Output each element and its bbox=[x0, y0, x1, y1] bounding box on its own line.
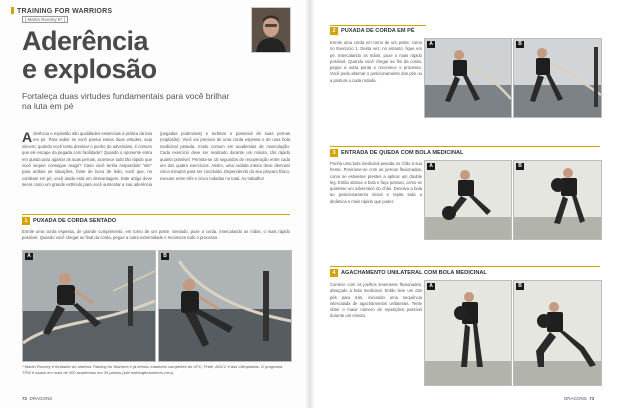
rope-pull-standing-lean-figure-icon bbox=[514, 39, 601, 117]
photo-tag-b: B bbox=[161, 253, 169, 260]
intro-body: derência e explosão são qualidades essenciais à prática da luta em pé. Para saber se você possui essas duas virtudes, seja sincero: quando você tenta dominar o punho do adversário, é comum que ele escape da pegada com facilidade? Quando o oponente entra em queda para agarrar as suas pernas, acontece tudo tão rápido que você sequer consegue reagir? Caso você tenha respondido "sim" para ambas as situações, fonte de boca de leão, você que, no combate em pé, você ainda está em desvantagem. Este artigo deve servir como um grande estímulo para você aumentar a sua aderência (pegadas poderosas) e turbinar o potencial de suas pernas (explosão). Você vai precisar de uma corda espessa e de uma bola medicinal pesada, muito comum em academias de musculação. Cada exercício deve ser realizado durante um minuto, tão rápido quanto possível. Permita-se 15 segundos de recuperação entre cada um dos quatro exercícios. Assim, uma rodada inteira deve demorar cinco minutos para ser concluída. Dependendo do seu preparo físico, execute entre três e cinco rodadas no total. Ao trabalho! bbox=[22, 131, 290, 188]
exercise-1-number: 1 bbox=[22, 217, 30, 225]
photo-tag-a: A bbox=[25, 253, 33, 260]
exercise-3-title bbox=[330, 149, 463, 157]
page-headline bbox=[22, 28, 157, 83]
photo-tag-a: A bbox=[427, 163, 435, 170]
headline-line-1: Aderência bbox=[22, 26, 149, 56]
page-number-right: 73 bbox=[589, 396, 595, 401]
drop-cap: A bbox=[22, 129, 33, 145]
headline-line-2: e explosão bbox=[22, 54, 157, 84]
exercise-4-heading: AGACHAMENTO UNILATERAL COM BOLA MEDICINAL bbox=[341, 270, 487, 276]
folio-left bbox=[22, 396, 52, 401]
section-tag-bar bbox=[11, 7, 14, 14]
exercise-3-number: 3 bbox=[330, 149, 338, 157]
section-tag bbox=[11, 7, 112, 15]
medicine-ball-shot-figure-icon bbox=[425, 161, 511, 239]
exercise-4-title bbox=[330, 269, 487, 277]
exercise-2-number: 2 bbox=[330, 27, 338, 35]
author-portrait-icon bbox=[252, 8, 290, 52]
medicine-ball-lift-figure-icon bbox=[514, 161, 601, 239]
exercise-2-title bbox=[330, 27, 415, 35]
exercise-1-photo-a bbox=[22, 250, 156, 362]
exercise-1-text: Enrole uma corda espessa, de grande comprimento, em torno de um poste. Sentado, puxe a corda, intercalando as mãos, o mais rápido possível. Quando você chegar ao final da corda, pegue a outra extremidade e recomece todo o processo. bbox=[22, 229, 290, 241]
rope-pull-seated-lean-figure-icon bbox=[159, 251, 291, 361]
exercise-4-number: 4 bbox=[330, 269, 338, 277]
exercise-3-rule bbox=[330, 146, 600, 147]
exercise-2-text: Enrole uma corda em torno de um poste, como no Exercício 1. Desta vez, no entanto, fique em pé. Intercalando as mãos, puxe o mais rápido possível. Quando você chegar ao fim da corda, pegue a outra ponta e recomece o processo. Você pode alternar o posicionamento dos pés ou a postura a cada rodada. bbox=[330, 40, 422, 83]
author-photo bbox=[251, 7, 291, 53]
section-tag-text: TRAINING FOR WARRIORS bbox=[17, 8, 113, 15]
page-number-left: 72 bbox=[22, 396, 28, 401]
folio-right bbox=[564, 396, 594, 401]
single-leg-squat-standing-figure-icon bbox=[425, 281, 511, 385]
photo-tag-b: B bbox=[516, 283, 524, 290]
exercise-2-heading: PUXADA DE CORDA EM PÉ bbox=[341, 28, 415, 34]
intro-text bbox=[22, 131, 290, 189]
photo-tag-a: A bbox=[427, 41, 435, 48]
rope-pull-seated-figure-icon bbox=[23, 251, 155, 361]
right-page bbox=[310, 0, 620, 408]
exercise-4-text: Comece com os joelhos levemente flexionados, abraçado à bola medicinal. Então leve um dos pés para trás, iniciando uma sequência intercalada de agachamentos unilaterais. Tente obter o maior número de repetições possível durante um minuto. bbox=[330, 282, 422, 319]
photo-tag-b: B bbox=[516, 163, 524, 170]
photo-tag-a: A bbox=[427, 283, 435, 290]
exercise-3-photo-b bbox=[513, 160, 602, 240]
deck: Fortaleça duas virtudes fundamentais para você brilhar na luta em pé bbox=[22, 91, 230, 111]
photo-tag-b: B bbox=[516, 41, 524, 48]
exercise-1-rule bbox=[22, 214, 290, 215]
exercise-1-title bbox=[22, 217, 116, 225]
exercise-3-photo-a bbox=[424, 160, 512, 240]
exercise-1-photo-b bbox=[158, 250, 292, 362]
exercise-2-rule bbox=[330, 25, 426, 26]
brand-left: DRAGONS bbox=[29, 396, 53, 401]
exercise-2-photo-b bbox=[513, 38, 602, 118]
byline: [ Martin Rooney E* ] bbox=[22, 16, 68, 23]
exercise-3-text: Ponha uma bola medicinal pesada no chão à sua frente. Posicione-se com as pernas flexionadas, como se estivesse prestes a aplicar um double leg. Então abrace a bola e faça postura, como se quisesse um adversário do chão. Devolva a bola ao posicionamento inicial e repita toda a dinâmica o mais rápido que puder. bbox=[330, 161, 422, 204]
exercise-4-rule bbox=[330, 266, 600, 267]
author-caption: * Martin Rooney é fundador do sistema Training for Warriors e já treinou lutadores campeões do UFC, Pride, ADCC e das Olimpíadas. O programa TFW é usado em mais de 300 academias em 26 países (site trainingforwarriors.com). bbox=[22, 364, 283, 375]
exercise-2-photo-a bbox=[424, 38, 512, 118]
exercise-1-heading: PUXADA DE CORDA SENTADO bbox=[33, 218, 117, 224]
rope-pull-standing-figure-icon bbox=[425, 39, 511, 117]
brand-right: DRAGONS bbox=[564, 396, 587, 401]
exercise-4-photo-b bbox=[513, 280, 602, 386]
single-leg-squat-lunge-figure-icon bbox=[514, 281, 601, 385]
exercise-4-photo-a bbox=[424, 280, 512, 386]
exercise-3-heading: ENTRADA DE QUEDA COM BOLA MEDICINAL bbox=[341, 150, 464, 156]
